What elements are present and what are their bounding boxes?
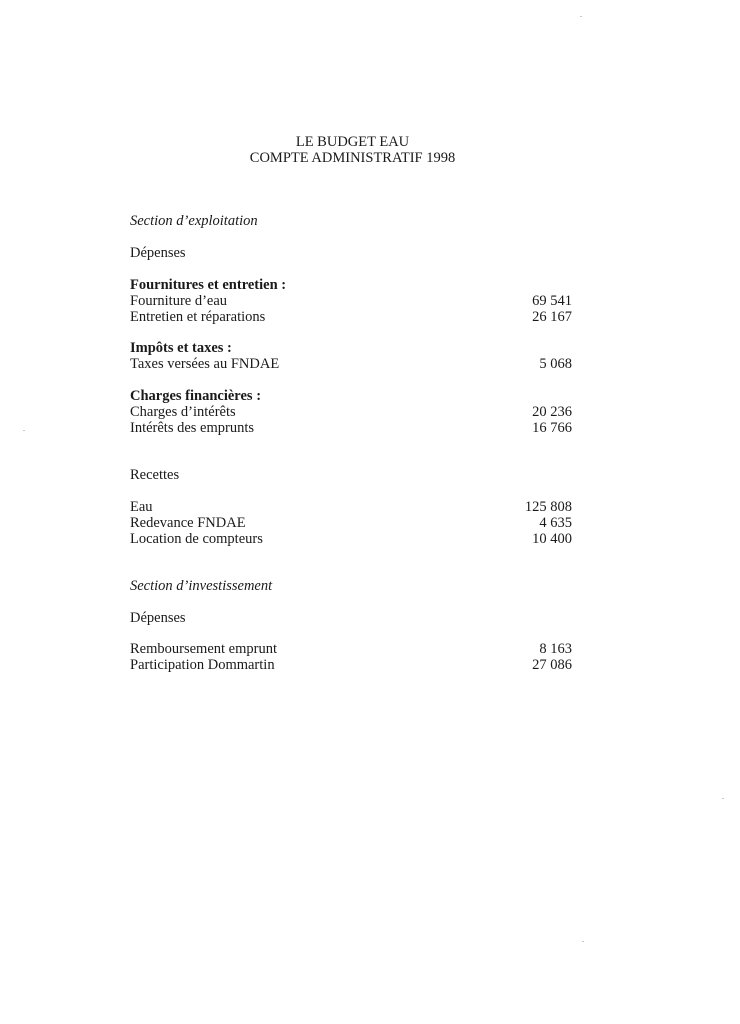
fournitures-heading — [130, 277, 572, 293]
group-heading-text: Charges financières : — [130, 388, 262, 404]
line-amount: 20 236 — [532, 404, 572, 420]
budget-line-entretien — [130, 309, 572, 325]
line-amount: 27 086 — [532, 657, 572, 673]
recettes-label: Recettes — [130, 467, 180, 483]
line-amount: 10 400 — [532, 531, 572, 547]
depenses-heading — [130, 610, 572, 626]
budget-line-eau — [130, 499, 572, 515]
line-label: Redevance FNDAE — [130, 515, 246, 531]
budget-line-remboursement-emprunt — [130, 641, 572, 657]
line-amount: 4 635 — [539, 515, 572, 531]
scan-speck — [722, 798, 724, 799]
recettes-heading — [130, 467, 572, 483]
document-title: LE BUDGET EAU — [295, 134, 410, 150]
section-exploitation-heading — [130, 213, 572, 229]
line-amount: 69 541 — [532, 293, 572, 309]
line-label: Remboursement emprunt — [130, 641, 277, 657]
document-subtitle: COMPTE ADMINISTRATIF 1998 — [249, 150, 456, 166]
line-amount: 5 068 — [539, 356, 572, 372]
line-amount: 125 808 — [524, 499, 572, 515]
line-amount: 16 766 — [532, 420, 572, 436]
line-label: Fourniture d’eau — [130, 293, 228, 309]
line-label: Taxes versées au FNDAE — [130, 356, 280, 372]
budget-line-participation-dommartin — [130, 657, 572, 673]
depenses-heading — [130, 245, 572, 261]
line-label: Location de compteurs — [130, 531, 263, 547]
line-label: Participation Dommartin — [130, 657, 275, 673]
section-heading-text: Section d’investissement — [130, 578, 273, 594]
scan-speck — [582, 941, 584, 942]
charges-heading — [130, 388, 572, 404]
line-label: Charges d’intérêts — [130, 404, 236, 420]
group-heading-text: Fournitures et entretien : — [130, 277, 287, 293]
impots-heading — [130, 340, 572, 356]
line-label: Entretien et réparations — [130, 309, 266, 325]
budget-line-location-compteurs — [130, 531, 572, 547]
budget-line-taxes-fndae — [130, 356, 572, 372]
depenses-label: Dépenses — [130, 610, 186, 626]
budget-line-fourniture-eau — [130, 293, 572, 309]
budget-line-charges-interets — [130, 404, 572, 420]
budget-line-interets-emprunts — [130, 420, 572, 436]
budget-line-redevance-fndae — [130, 515, 572, 531]
section-investissement-heading — [130, 578, 572, 594]
line-amount: 26 167 — [532, 309, 572, 325]
depenses-label: Dépenses — [130, 245, 186, 261]
section-heading-text: Section d’exploitation — [130, 213, 258, 229]
group-heading-text: Impôts et taxes : — [130, 340, 232, 356]
scan-speck — [23, 430, 25, 431]
line-amount: 8 163 — [539, 641, 572, 657]
scan-speck — [580, 16, 582, 17]
line-label: Eau — [130, 499, 153, 515]
line-label: Intérêts des emprunts — [130, 420, 255, 436]
